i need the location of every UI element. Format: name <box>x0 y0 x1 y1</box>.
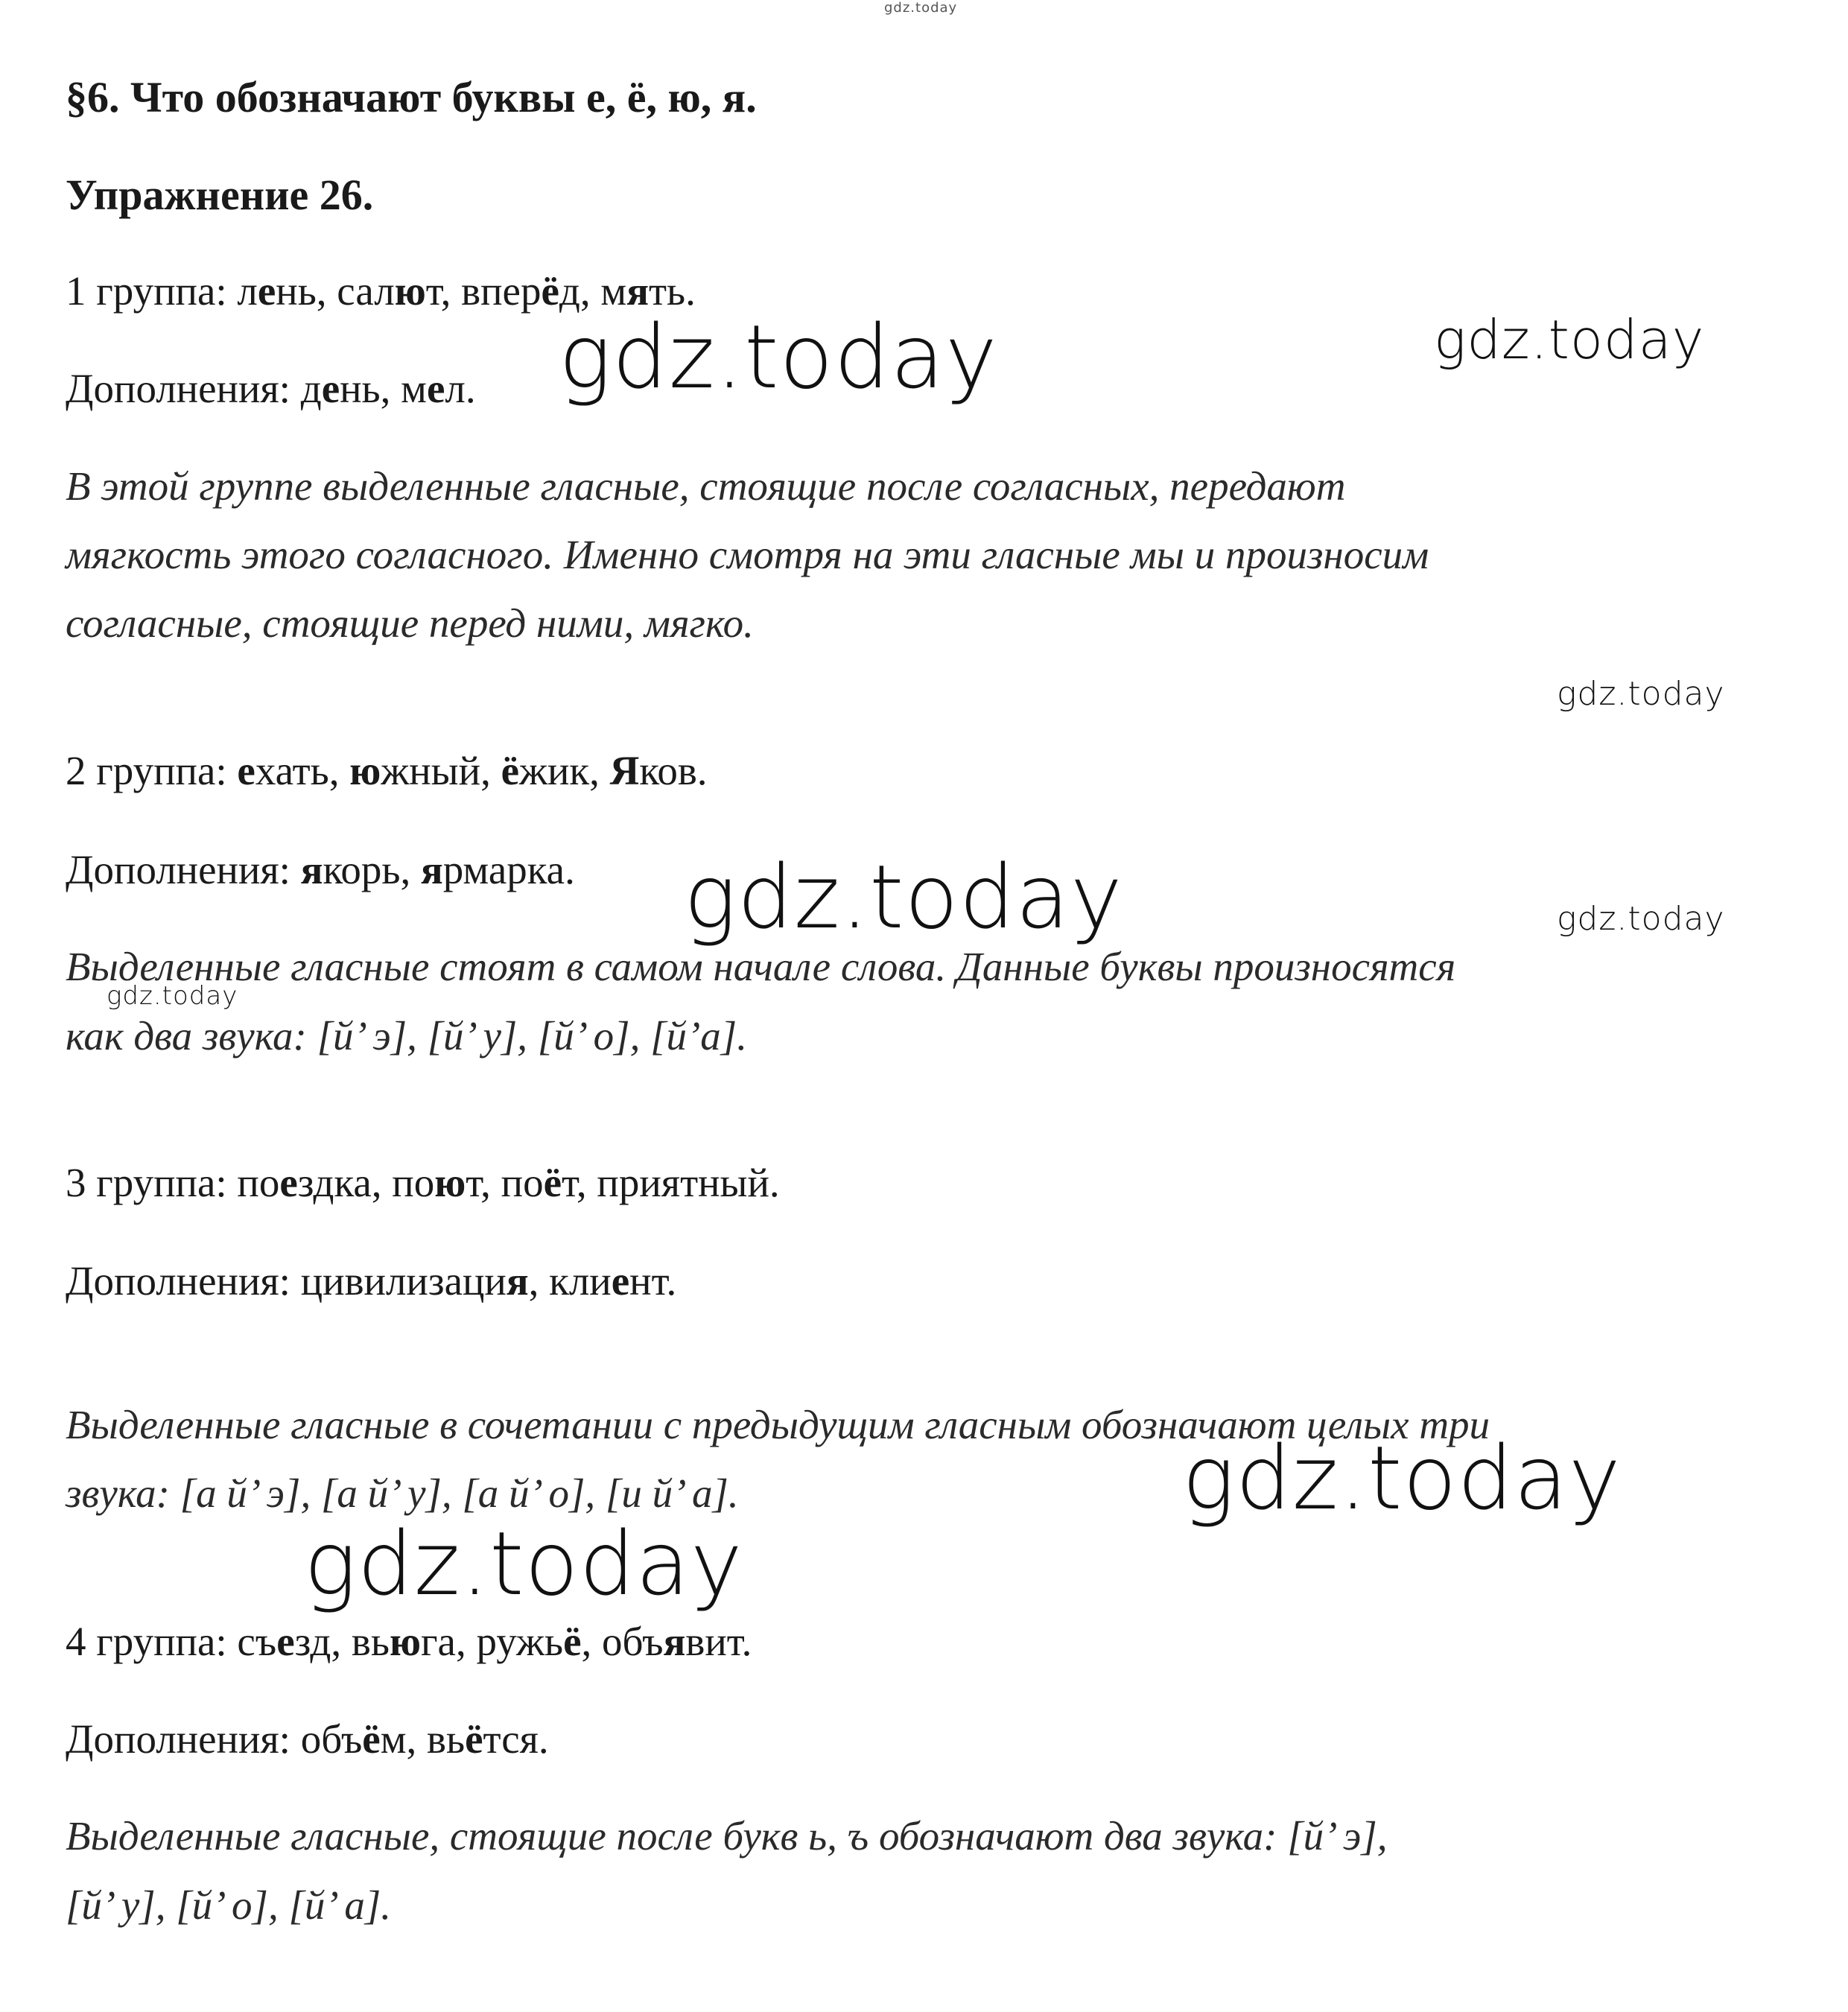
highlighted-vowel: я <box>506 1258 529 1304</box>
group-2-words <box>66 750 708 791</box>
highlighted-vowel: Я <box>609 748 640 793</box>
text-run: д, м <box>559 268 627 314</box>
highlighted-vowel: ё <box>541 268 559 314</box>
text-run: л. <box>445 366 476 411</box>
group-4-words <box>66 1621 752 1662</box>
text-run: жик, <box>519 748 610 793</box>
group-4-additions <box>66 1716 549 1762</box>
watermark: gdz.today <box>884 0 958 16</box>
group-1-explanation-line: В этой группе выделенные гласные, стоящие после согласных, передают <box>66 463 1346 509</box>
watermark: gdz.today <box>304 1512 743 1615</box>
text-run: м, вь <box>380 1716 466 1762</box>
group-3-additions <box>66 1258 677 1304</box>
text-run: здка, по <box>297 1160 435 1205</box>
highlighted-vowel: е <box>321 366 340 411</box>
highlighted-vowel: ю <box>394 268 426 314</box>
group-1-explanation-line: мягкость этого согласного. Именно смотря на эти гласные мы и произносим <box>66 532 1429 577</box>
watermark: gdz.today <box>107 981 238 1011</box>
text-run: Дополнения: цивилизаци <box>66 1258 507 1304</box>
watermark: gdz.today <box>1182 1427 1622 1529</box>
text-run: га, ружь <box>420 1619 564 1664</box>
highlighted-vowel: ю <box>389 1619 421 1664</box>
highlighted-vowel: е <box>279 1160 298 1205</box>
text-run: хать, <box>255 748 350 793</box>
highlighted-vowel: ё <box>501 748 519 793</box>
group-3-explanation-line: Выделенные гласные в сочетании с предыдущим гласным обозначают целых три <box>66 1402 1490 1447</box>
highlighted-vowel: е <box>611 1258 630 1304</box>
highlighted-vowel: я <box>663 1619 686 1664</box>
group-4-explanation-line: [й’ у], [й’ о], [й’ а]. <box>66 1882 391 1928</box>
text-run: Дополнения: объ <box>66 1716 363 1762</box>
watermark: gdz.today <box>1557 900 1725 938</box>
text-run: 1 группа: л <box>66 268 258 314</box>
text-run: ть. <box>648 268 696 314</box>
watermark: gdz.today <box>684 845 1123 948</box>
group-3-words <box>66 1162 780 1203</box>
text-run: , кли <box>528 1258 612 1304</box>
highlighted-vowel: ё <box>563 1619 582 1664</box>
watermark: gdz.today <box>1434 308 1705 371</box>
text-run: т, по <box>466 1160 544 1205</box>
text-run: 4 группа: съ <box>66 1619 277 1664</box>
highlighted-vowel: я <box>626 268 649 314</box>
text-run: тся. <box>483 1716 549 1762</box>
group-2-explanation-line: как два звука: [й’ э], [й’ у], [й’ о], [й’а]. <box>66 1013 747 1059</box>
text-run: Дополнения: д <box>66 366 322 411</box>
group-2-explanation-line: Выделенные гласные стоят в самом начале слова. Данные буквы произносятся <box>66 944 1456 989</box>
watermark: gdz.today <box>1557 675 1725 713</box>
text-run: нь, сал <box>276 268 395 314</box>
text-run: Дополнения: <box>66 847 301 892</box>
text-run: корь, <box>323 847 421 892</box>
highlighted-vowel: е <box>237 748 255 793</box>
highlighted-vowel: я <box>300 847 323 892</box>
highlighted-vowel: ю <box>434 1160 466 1205</box>
section-title: §6. Что обозначают буквы е, ё, ю, я. <box>66 73 757 121</box>
text-run: 3 группа: по <box>66 1160 280 1205</box>
highlighted-vowel: ю <box>349 748 381 793</box>
highlighted-vowel: е <box>257 268 276 314</box>
highlighted-vowel: ё <box>543 1160 562 1205</box>
text-run: ков. <box>639 748 708 793</box>
highlighted-vowel: я <box>421 847 443 892</box>
text-run: вит. <box>685 1619 752 1664</box>
text-run: рмарка. <box>442 847 575 892</box>
text-run: жный, <box>381 748 501 793</box>
text-run: зд, вь <box>294 1619 390 1664</box>
highlighted-vowel: ё <box>362 1716 381 1762</box>
group-2-additions <box>66 849 575 890</box>
highlighted-vowel: е <box>426 366 445 411</box>
highlighted-vowel: е <box>276 1619 295 1664</box>
text-run: 2 группа: <box>66 748 238 793</box>
text-run: , объ <box>581 1619 664 1664</box>
text-run: т, впер <box>425 268 542 314</box>
text-run: т, приятный. <box>562 1160 780 1205</box>
watermark: gdz.today <box>559 305 998 408</box>
group-4-explanation-line: Выделенные гласные, стоящие после букв ь, ъ обозначают два звука: [й’ э], <box>66 1813 1388 1859</box>
group-1-additions <box>66 368 476 409</box>
group-1-explanation-line: согласные, стоящие перед ними, мягко. <box>66 600 754 646</box>
text-run: нт. <box>629 1258 677 1304</box>
group-3-explanation-line: звука: [а й’ э], [а й’ у], [а й’ о], [и й’ а]. <box>66 1470 739 1516</box>
highlighted-vowel: ё <box>465 1716 483 1762</box>
exercise-title: Упражнение 26. <box>66 171 374 219</box>
text-run: нь, м <box>340 366 427 411</box>
